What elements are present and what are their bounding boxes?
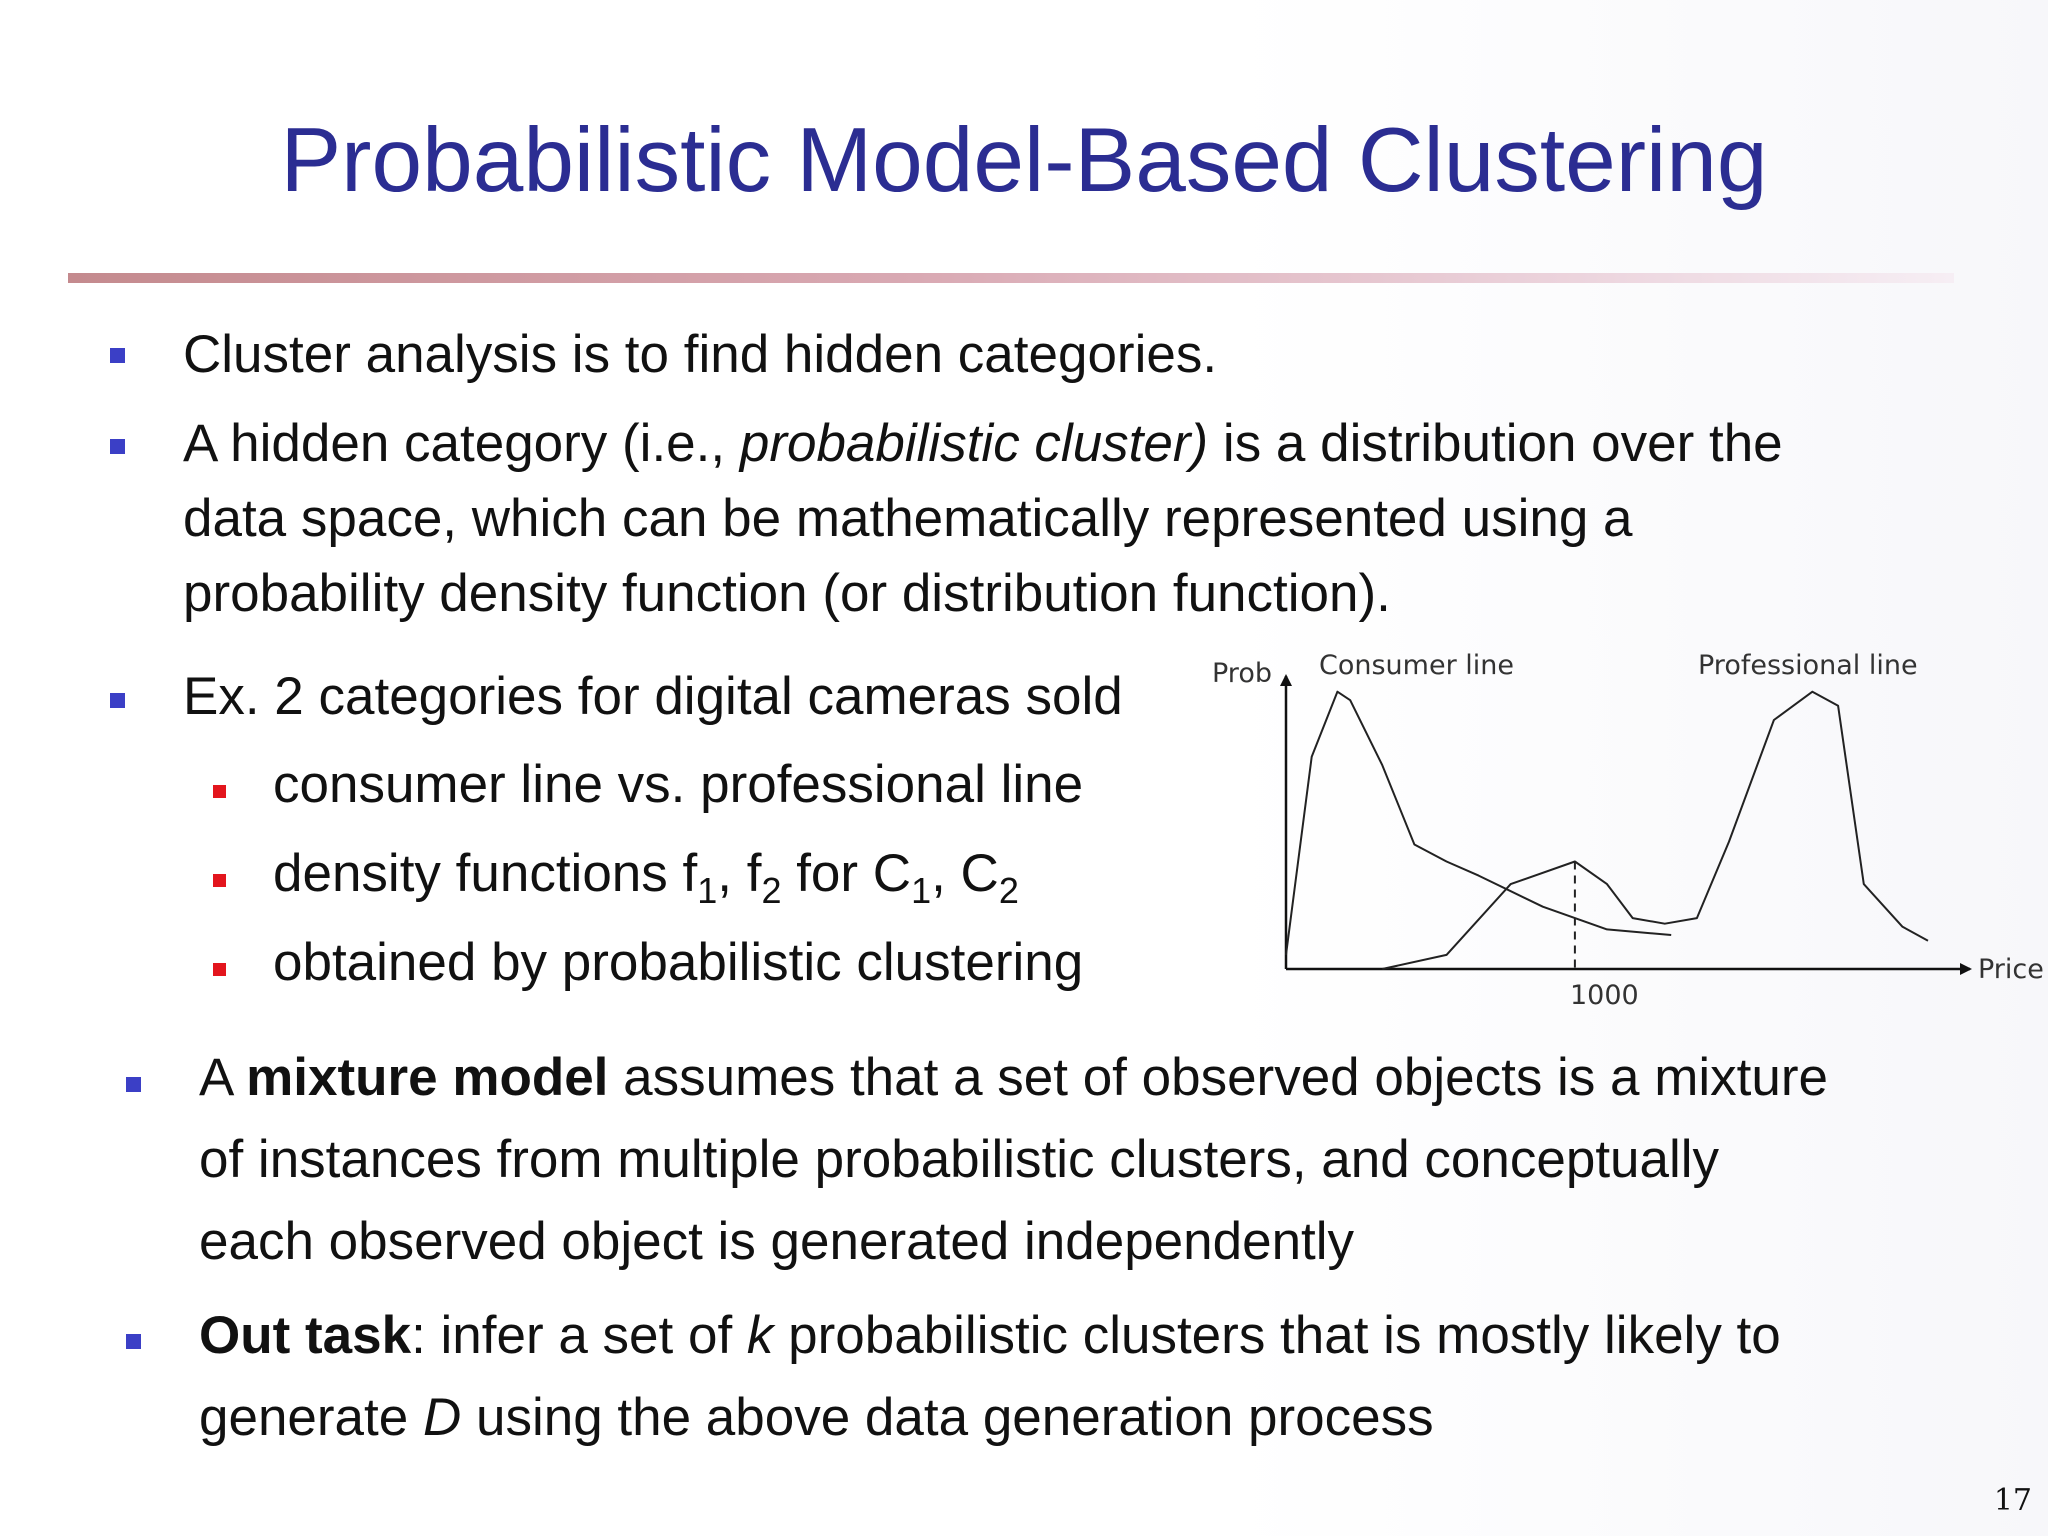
bullet-text-line: [199, 1040, 1828, 1115]
title-divider: [68, 273, 1954, 283]
bullet-marker: [126, 1334, 141, 1349]
text-span: is a distribution over the: [1208, 414, 1783, 473]
text-span: using the above data generation process: [461, 1388, 1434, 1447]
italic-span: D: [422, 1388, 462, 1447]
annotation-professional-line: Professional line: [1698, 650, 1918, 681]
sub-bullet-text: [273, 836, 1019, 911]
bullet-marker: [110, 348, 125, 363]
sub-bullet-text: obtained by probabilistic clustering: [273, 933, 1084, 992]
sub-bullet-marker: [213, 785, 226, 798]
subscript: 2: [761, 870, 782, 911]
x-tick-label: 1000: [1570, 980, 1639, 1011]
bullet-text: Cluster analysis is to find hidden categories.: [183, 325, 1218, 384]
subscript: 1: [911, 870, 932, 911]
price-probability-chart: [1200, 638, 2048, 1020]
y-axis-label: Prob: [1212, 658, 1272, 689]
x-axis-label: Price: [1978, 954, 2044, 985]
bullet-text-line: [199, 1380, 1434, 1455]
bullet-text-line: of instances from multiple probabilistic clusters, and conceptually: [199, 1130, 1720, 1189]
text-span: , C: [931, 844, 999, 903]
series-line-1: [1286, 692, 1671, 955]
series-layer: [1286, 692, 1928, 969]
subscript: 1: [697, 870, 718, 911]
slide-title: Probabilistic Model-Based Clustering: [280, 110, 1768, 211]
series-line-2: [1382, 692, 1928, 969]
text-span: for C: [781, 844, 912, 903]
text-span: generate: [199, 1388, 423, 1447]
text-span: probabilistic clusters that is mostly likely to: [773, 1306, 1781, 1365]
sub-bullet-text: consumer line vs. professional line: [273, 755, 1084, 814]
bullet-text-line: [199, 1298, 1781, 1373]
text-span: A: [199, 1048, 247, 1107]
text-span: , f: [717, 844, 762, 903]
text-span: assumes that a set of observed objects is a mixture: [608, 1048, 1828, 1107]
text-span: : infer a set of: [411, 1306, 747, 1365]
bullet-text-line: each observed object is generated independently: [199, 1212, 1355, 1271]
bold-span: Out task: [199, 1306, 412, 1365]
bullet-marker: [126, 1077, 141, 1092]
bullet-text-line: probability density function (or distribution function).: [183, 564, 1391, 623]
italic-span: k: [746, 1306, 774, 1365]
italic-span: probabilistic cluster): [739, 414, 1209, 473]
sub-bullet-marker: [213, 874, 226, 887]
bullet-text-line: [183, 406, 1783, 481]
text-span: density functions f: [273, 844, 698, 903]
bullet-text: Ex. 2 categories for digital cameras sold: [183, 667, 1123, 726]
bold-span: mixture model: [246, 1048, 609, 1107]
sub-bullet-marker: [213, 963, 226, 976]
annotation-consumer-line: Consumer line: [1319, 650, 1514, 681]
bullet-text-line: data space, which can be mathematically represented using a: [183, 489, 1633, 548]
bullet-marker: [110, 693, 125, 708]
subscript: 2: [998, 870, 1019, 911]
bullet-marker: [110, 439, 125, 454]
page-number: 17: [1993, 1483, 2032, 1518]
text-span: A hidden category (i.e.,: [183, 414, 740, 473]
